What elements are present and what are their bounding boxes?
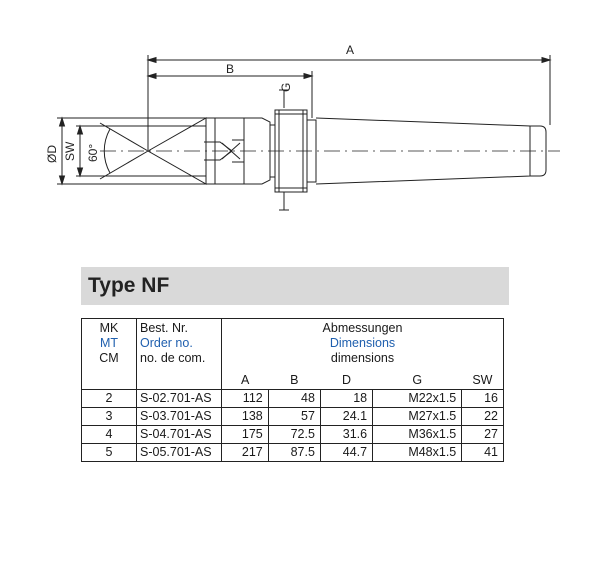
col-a-header: A bbox=[222, 366, 269, 390]
technical-drawing bbox=[0, 0, 600, 240]
col-g-header: G bbox=[373, 366, 462, 390]
cell-d: 31.6 bbox=[320, 426, 372, 444]
cell-g: M27x1.5 bbox=[373, 408, 462, 426]
label-d: ØD bbox=[45, 145, 59, 163]
cell-a: 138 bbox=[222, 408, 269, 426]
col-d-header: D bbox=[320, 366, 372, 390]
cell-b: 57 bbox=[268, 408, 320, 426]
cell-a: 217 bbox=[222, 444, 269, 462]
label-b: B bbox=[226, 62, 235, 76]
cell-order: S-04.701-AS bbox=[137, 426, 222, 444]
cell-mk: 5 bbox=[82, 444, 137, 462]
label-a: A bbox=[346, 43, 355, 57]
table-header-row bbox=[82, 319, 504, 367]
dimensions-table bbox=[81, 318, 504, 462]
cell-mk: 3 bbox=[82, 408, 137, 426]
cell-d: 44.7 bbox=[320, 444, 372, 462]
cell-b: 72.5 bbox=[268, 426, 320, 444]
cell-g: M36x1.5 bbox=[373, 426, 462, 444]
table-row bbox=[82, 408, 504, 426]
header-dimensions: Abmessungen Dimensions dimensions bbox=[222, 319, 504, 367]
cell-a: 175 bbox=[222, 426, 269, 444]
cell-sw: 16 bbox=[462, 390, 504, 408]
cell-sw: 41 bbox=[462, 444, 504, 462]
table-row bbox=[82, 390, 504, 408]
cell-order: S-02.701-AS bbox=[137, 390, 222, 408]
table-row bbox=[82, 426, 504, 444]
label-sw: SW bbox=[63, 141, 77, 161]
cell-sw: 27 bbox=[462, 426, 504, 444]
cell-mk: 2 bbox=[82, 390, 137, 408]
cell-sw: 22 bbox=[462, 408, 504, 426]
cell-g: M48x1.5 bbox=[373, 444, 462, 462]
cell-order: S-03.701-AS bbox=[137, 408, 222, 426]
label-angle: 60° bbox=[86, 143, 100, 162]
col-sw-header: SW bbox=[462, 366, 504, 390]
header-mk: MK MT CM bbox=[82, 319, 137, 390]
section-title: Type NF bbox=[88, 274, 170, 297]
col-b-header: B bbox=[268, 366, 320, 390]
table-row bbox=[82, 444, 504, 462]
cell-g: M22x1.5 bbox=[373, 390, 462, 408]
cell-a: 112 bbox=[222, 390, 269, 408]
label-g: G bbox=[279, 82, 293, 92]
cell-b: 87.5 bbox=[268, 444, 320, 462]
cell-d: 24.1 bbox=[320, 408, 372, 426]
header-order-no: Best. Nr. Order no. no. de com. bbox=[137, 319, 222, 390]
section-header bbox=[81, 267, 509, 305]
cell-b: 48 bbox=[268, 390, 320, 408]
cell-mk: 4 bbox=[82, 426, 137, 444]
cell-d: 18 bbox=[320, 390, 372, 408]
cell-order: S-05.701-AS bbox=[137, 444, 222, 462]
